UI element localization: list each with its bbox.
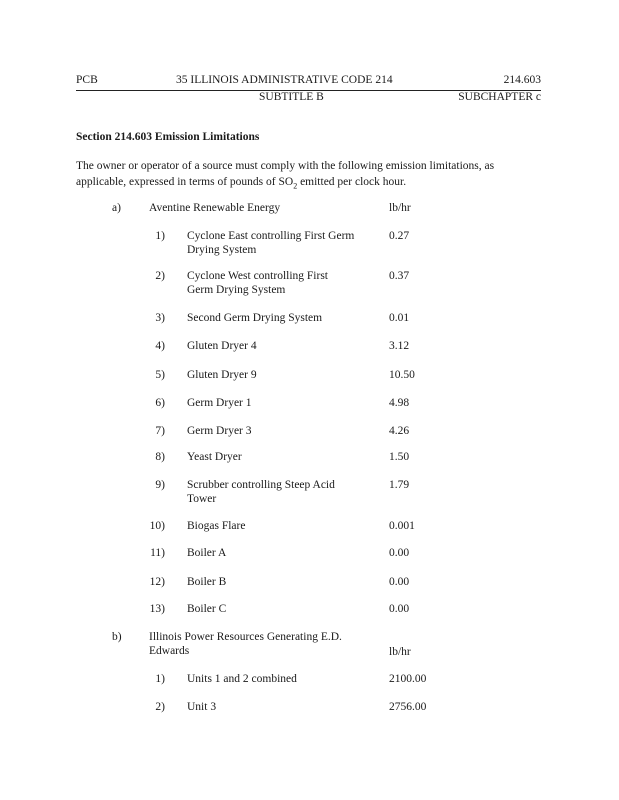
item-number: 1) [155, 230, 165, 242]
intro-text-before: The owner or operator of a source must comply with the following emission limitations, as applicable, expressed in terms of pounds of SO [76, 160, 495, 188]
item-description: Boiler A [187, 547, 227, 559]
header-left: PCB [76, 74, 98, 86]
item-number: 7) [155, 425, 165, 437]
item-description: Yeast Dryer [187, 451, 242, 463]
item-value: 2756.00 [389, 701, 427, 713]
header-subchapter: SUBCHAPTER c [458, 91, 541, 103]
item-description: Cyclone East controlling First Germ Drying System [187, 230, 355, 256]
intro-text-after: emitted per clock hour. [297, 176, 407, 188]
item-value: 4.26 [389, 425, 410, 437]
item-value: 0.01 [389, 312, 410, 324]
item-description: Biogas Flare [187, 520, 246, 532]
item-number: 3) [155, 312, 165, 324]
intro-paragraph [76, 158, 546, 194]
item-description: Gluten Dryer 4 [187, 340, 257, 352]
item-number: 2) [155, 701, 165, 713]
item-description: Units 1 and 2 combined [187, 673, 297, 685]
header-center: 35 ILLINOIS ADMINISTRATIVE CODE 214 [176, 74, 393, 86]
source-b-name: Illinois Power Resources Generating E.D. Edwards [149, 631, 342, 657]
running-subheader [76, 91, 541, 105]
item-value: 1.50 [389, 451, 410, 463]
item-description: Germ Dryer 1 [187, 397, 252, 409]
item-value: 0.37 [389, 270, 410, 282]
item-number: 5) [155, 369, 165, 381]
item-number: 12) [149, 576, 165, 588]
source-b-label: b) [112, 631, 122, 643]
item-number: 2) [155, 270, 165, 282]
item-description: Boiler C [187, 603, 227, 615]
item-value: 0.00 [389, 576, 410, 588]
item-number: 11) [150, 547, 165, 559]
item-number: 6) [155, 397, 165, 409]
item-number: 8) [155, 451, 165, 463]
item-value: 1.79 [389, 479, 410, 491]
item-description: Unit 3 [187, 701, 217, 713]
item-number: 4) [155, 340, 165, 352]
source-a-name: Aventine Renewable Energy [149, 202, 281, 214]
item-description: Cyclone West controlling First Germ Drying System [187, 270, 329, 296]
item-value: 2100.00 [389, 673, 427, 685]
source-a-label: a) [112, 202, 121, 214]
item-description: Gluten Dryer 9 [187, 369, 257, 381]
item-description: Second Germ Drying System [187, 312, 323, 324]
intro-subscript: 2 [293, 181, 298, 191]
item-description: Germ Dryer 3 [187, 425, 252, 437]
source-a-unit: lb/hr [389, 202, 411, 214]
running-header [76, 74, 541, 91]
header-subtitle: SUBTITLE B [259, 91, 324, 103]
item-number: 9) [155, 479, 165, 491]
item-value: 3.12 [389, 340, 410, 352]
item-number: 10) [149, 520, 165, 532]
item-value: 0.27 [389, 230, 410, 242]
item-description: Scrubber controlling Steep Acid Tower [187, 479, 335, 505]
section-title: Section 214.603 Emission Limitations [76, 131, 260, 143]
item-value: 4.98 [389, 397, 410, 409]
item-number: 13) [149, 603, 165, 615]
header-right: 214.603 [503, 74, 541, 86]
item-value: 0.00 [389, 547, 410, 559]
item-description: Boiler B [187, 576, 227, 588]
item-number: 1) [155, 673, 165, 685]
source-b-unit: lb/hr [389, 646, 411, 658]
item-value: 0.001 [389, 520, 415, 532]
item-value: 10.50 [389, 369, 415, 381]
item-value: 0.00 [389, 603, 410, 615]
